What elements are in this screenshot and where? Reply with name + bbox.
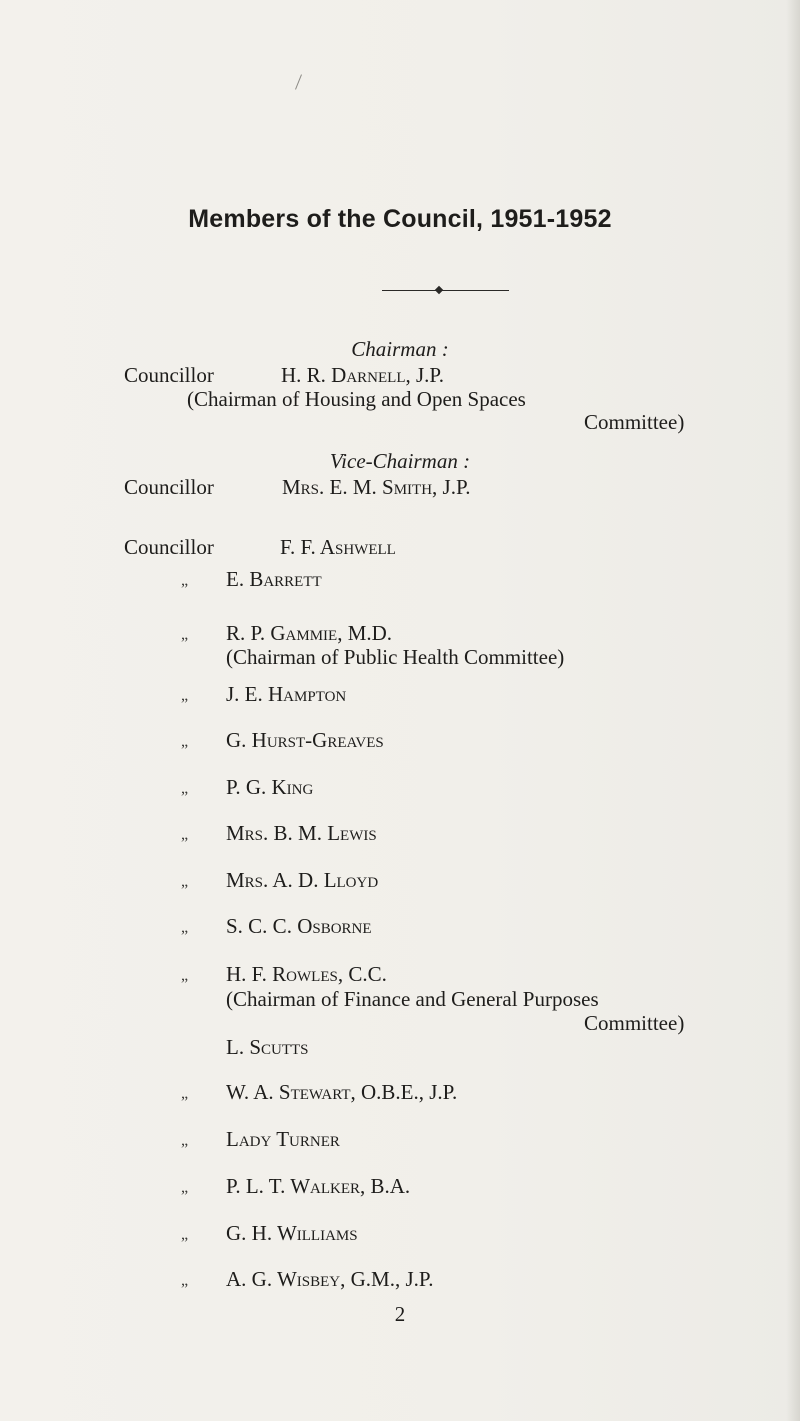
member-note: (Chairman of Public Health Committee) xyxy=(226,645,565,669)
member-name: F. F. Ashwell xyxy=(280,535,396,559)
member-name: P. G. King xyxy=(226,775,314,799)
ditto-mark: „ xyxy=(181,1179,189,1196)
member-name: L. Scutts xyxy=(226,1035,309,1059)
ditto-mark: „ xyxy=(181,1085,189,1102)
chairman-heading: Chairman : xyxy=(351,337,449,361)
member-name: G. H. Williams xyxy=(226,1221,358,1245)
ditto-mark: „ xyxy=(181,1272,189,1289)
member-name: G. Hurst-Greaves xyxy=(226,728,384,752)
ditto-mark: „ xyxy=(181,967,189,984)
member-name: J. E. Hampton xyxy=(226,682,347,706)
page-number: 2 xyxy=(394,1302,406,1326)
ditto-mark: „ xyxy=(181,919,189,936)
members-prefix: Councillor xyxy=(124,535,214,559)
chairman-prefix: Councillor xyxy=(124,363,214,387)
member-name: A. G. Wisbey, G.M., J.P. xyxy=(226,1267,434,1291)
member-name: Lady Turner xyxy=(226,1127,340,1151)
vice-chairman-prefix: Councillor xyxy=(124,475,214,499)
divider-rule xyxy=(382,290,509,291)
member-name: W. A. Stewart, O.B.E., J.P. xyxy=(226,1080,458,1104)
ditto-mark: „ xyxy=(181,826,189,843)
member-name: Mrs. A. D. Lloyd xyxy=(226,868,379,892)
member-name: E. Barrett xyxy=(226,567,322,591)
page-title: Members of the Council, 1951-1952 xyxy=(188,205,612,233)
chairman-name: H. R. Darnell, J.P. xyxy=(281,363,445,387)
member-name: P. L. T. Walker, B.A. xyxy=(226,1174,411,1198)
ditto-mark: „ xyxy=(181,1226,189,1243)
ditto-mark: „ xyxy=(181,687,189,704)
ditto-mark: „ xyxy=(181,626,189,643)
ditto-mark: „ xyxy=(181,572,189,589)
member-name: S. C. C. Osborne xyxy=(226,914,372,938)
ditto-mark: „ xyxy=(181,1132,189,1149)
member-name: Mrs. B. M. Lewis xyxy=(226,821,377,845)
member-name: H. F. Rowles, C.C. xyxy=(226,962,387,986)
member-name: R. P. Gammie, M.D. xyxy=(226,621,393,645)
chairman-note: (Chairman of Housing and Open Spaces xyxy=(187,387,526,411)
ditto-mark: „ xyxy=(181,780,189,797)
chairman-note-continued: Committee) xyxy=(584,410,685,434)
member-note-continued: Committee) xyxy=(584,1011,685,1035)
member-note: (Chairman of Finance and General Purposes xyxy=(226,987,599,1011)
vice-chairman-heading: Vice-Chairman : xyxy=(329,449,471,473)
ditto-mark: „ xyxy=(181,873,189,890)
ditto-mark: „ xyxy=(181,733,189,750)
vice-chairman-name: Mrs. E. M. Smith, J.P. xyxy=(282,475,471,499)
